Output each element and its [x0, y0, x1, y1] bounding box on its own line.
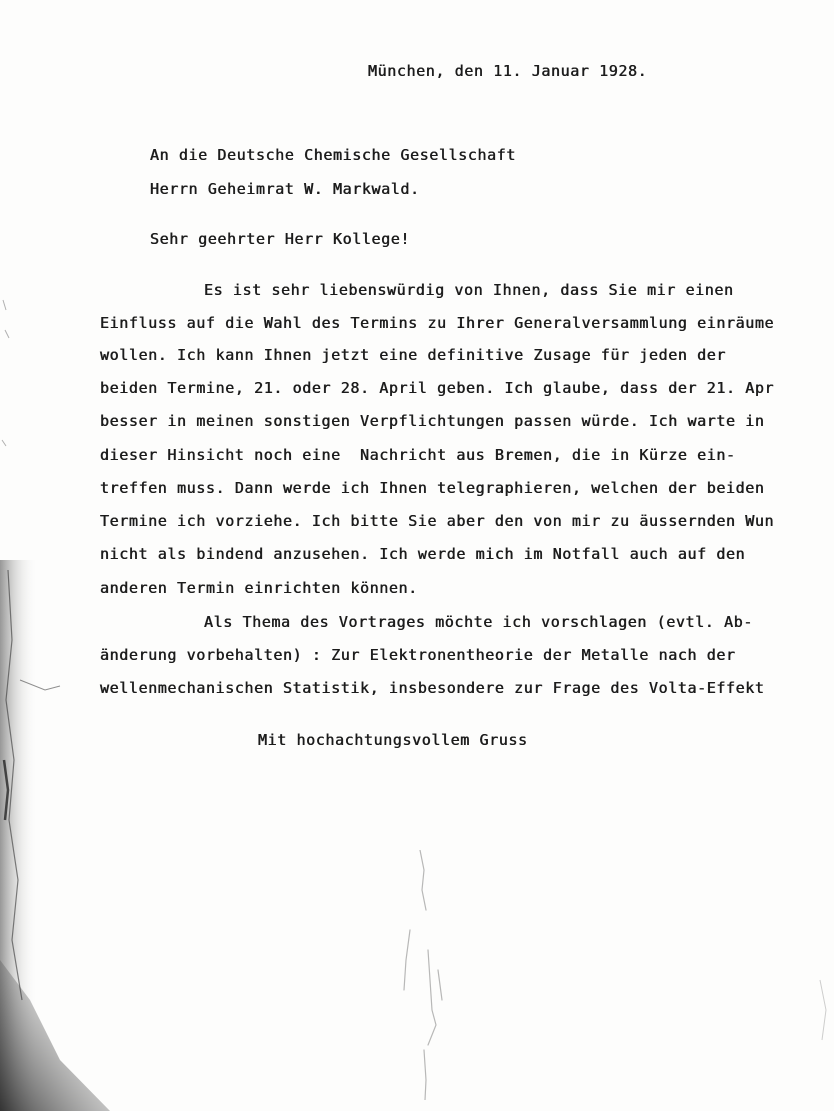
recipient-line: An die Deutsche Chemische Gesellschaft — [150, 146, 516, 164]
body-line: nicht als bindend anzusehen. Ich werde mich im Notfall auch auf den — [100, 545, 746, 563]
body-line: wellenmechanischen Statistik, insbesondere zur Frage des Volta-Effekt — [100, 679, 765, 697]
body-line: anderen Termin einrichten können. — [100, 579, 418, 597]
body-line: änderung vorbehalten) : Zur Elektronentheorie der Metalle nach der — [100, 646, 736, 664]
body-line: Als Thema des Vortrages möchte ich vorschlagen (evtl. Ab- — [204, 613, 753, 631]
body-line: Einfluss auf die Wahl des Termins zu Ihrer Generalversammlung einräume — [100, 314, 775, 332]
body-line: besser in meinen sonstigen Verpflichtungen passen würde. Ich warte in — [100, 412, 765, 430]
body-line: beiden Termine, 21. oder 28. April geben. Ich glaube, dass der 21. Apr — [100, 379, 775, 397]
body-line: Termine ich vorziehe. Ich bitte Sie aber den von mir zu äussernden Wun — [100, 512, 775, 530]
body-line: treffen muss. Dann werde ich Ihnen telegraphieren, welchen der beiden — [100, 479, 765, 497]
closing: Mit hochachtungsvollem Gruss — [258, 731, 528, 749]
signature-mark — [380, 850, 480, 1100]
body-line: dieser Hinsicht noch eine Nachricht aus Bremen, die in Kürze ein- — [100, 446, 736, 464]
body-line: wollen. Ich kann Ihnen jetzt eine definitive Zusage für jeden der — [100, 346, 726, 364]
body-line: Es ist sehr liebenswürdig von Ihnen, dass Sie mir einen — [204, 281, 734, 299]
dateline: München, den 11. Januar 1928. — [368, 62, 648, 80]
recipient-line: Herrn Geheimrat W. Markwald. — [150, 180, 420, 198]
salutation: Sehr geehrter Herr Kollege! — [150, 230, 411, 248]
